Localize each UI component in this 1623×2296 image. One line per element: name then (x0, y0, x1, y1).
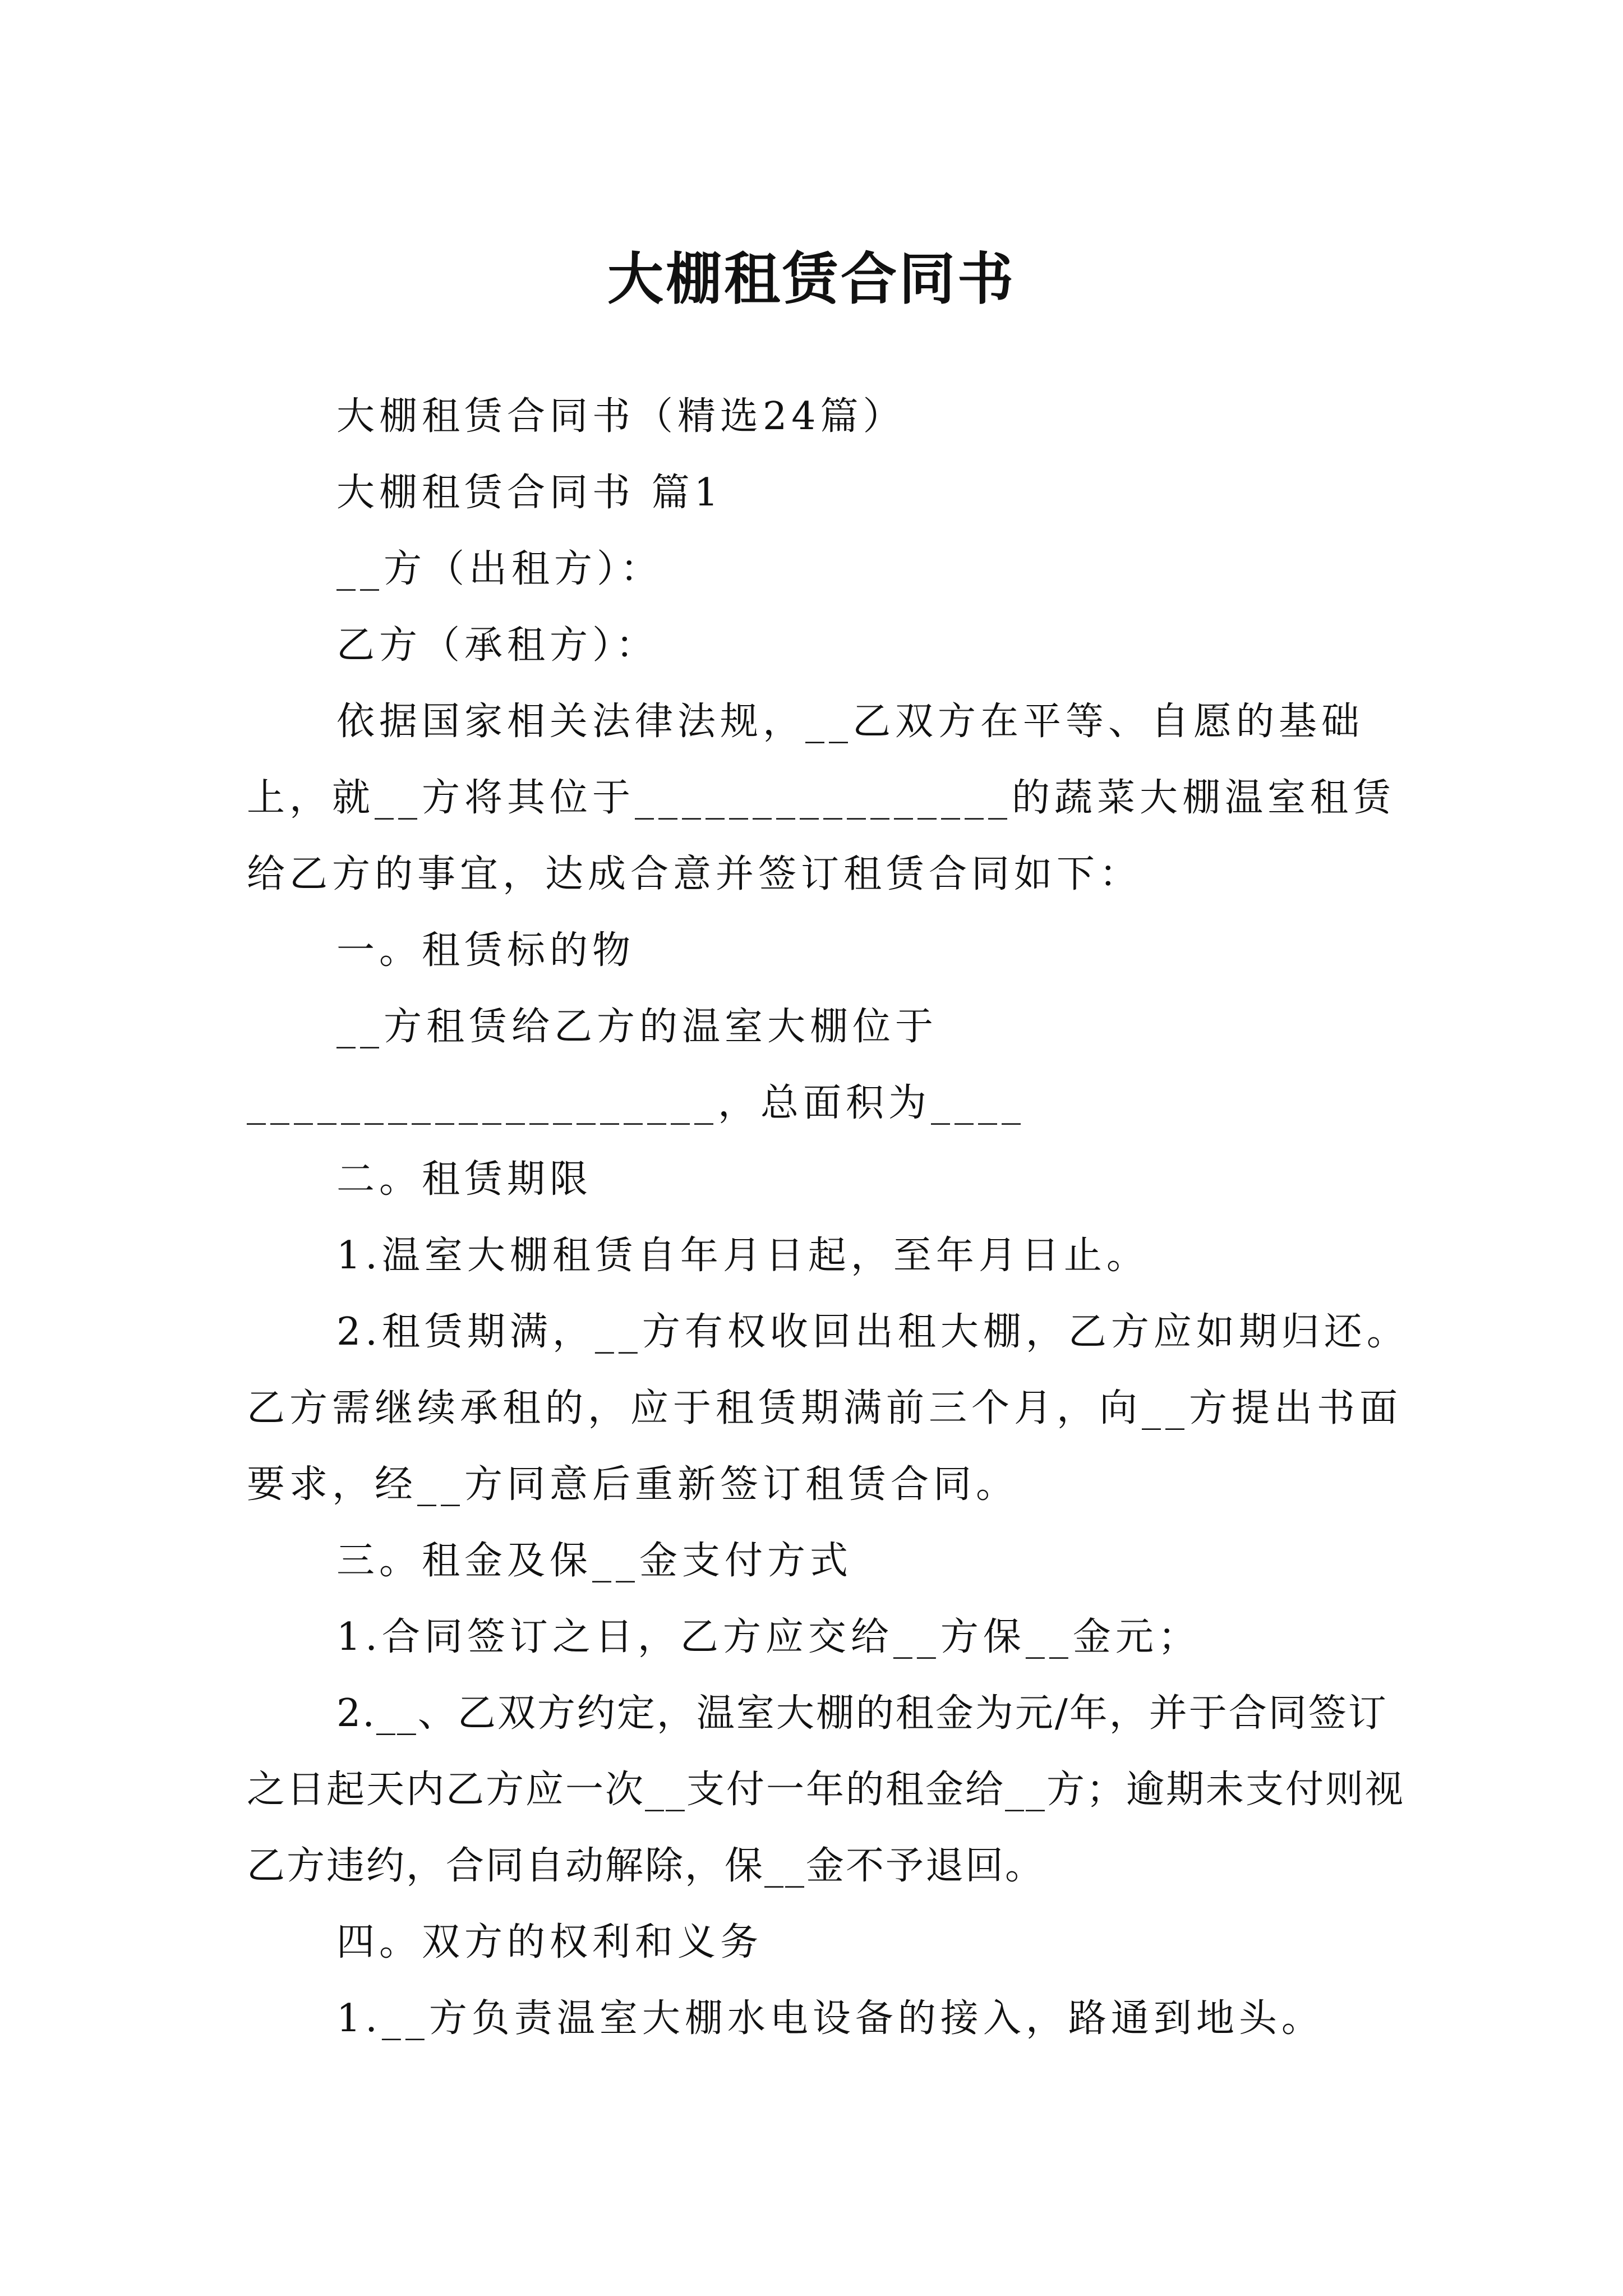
paragraph-lessee: 乙方（承租方）： (336, 623, 659, 668)
paragraph-clause-4-heading: 四。双方的权利和义务 (336, 1920, 763, 1964)
paragraph-clause-1-location: __方租赁给乙方的温室大棚位于____________________，总面积为____ (247, 1005, 1026, 1125)
paragraph-lessor: __方（出租方）： (336, 547, 663, 591)
paragraph-clause-2-heading: 二。租赁期限 (336, 1157, 593, 1202)
paragraph-subtitle: 大棚租赁合同书（精选24篇） (336, 394, 906, 439)
document-title: 大棚租赁合同书 (607, 246, 1016, 312)
paragraph-clause-3-heading: 三。租金及保__金支付方式 (336, 1539, 853, 1583)
paragraph-clause-3-item-1: 1.合同签订之日，乙方应交给__方保__金元； (336, 1615, 1201, 1659)
paragraph-clause-2-item-1: 1.温室大棚租赁自年月日起，至年月日止。 (336, 1234, 1149, 1278)
paragraph-preamble: 依据国家相关法律法规，__乙双方在平等、自愿的基础上，就__方将其位于________________的蔬菜大棚温室租赁给乙方的事宜，达成合意并签订租赁合同如下： (247, 700, 1396, 896)
document-body (247, 379, 1413, 2057)
paragraph-section-heading: 大棚租赁合同书 篇1 (336, 471, 723, 515)
paragraph-clause-1-heading: 一。租赁标的物 (336, 928, 635, 973)
paragraph-clause-4-item-1: 1.__方负责温室大棚水电设备的接入，路通到地头。 (336, 1996, 1324, 2041)
paragraph-clause-2-item-2: 2.租赁期满，__方有权收回出租大棚，乙方应如期归还。乙方需继续承租的，应于租赁期满前三个月，向__方提出书面要求，经__方同意后重新签订租赁合同。 (247, 1310, 1409, 1507)
paragraph-clause-3-item-2: 2.__、乙双方约定，温室大棚的租金为元/年，并于合同签订之日起天内乙方应一次__支付一年的租金给__方；逾期未支付则视乙方违约，合同自动解除，保__金不予退回。 (247, 1691, 1405, 1888)
